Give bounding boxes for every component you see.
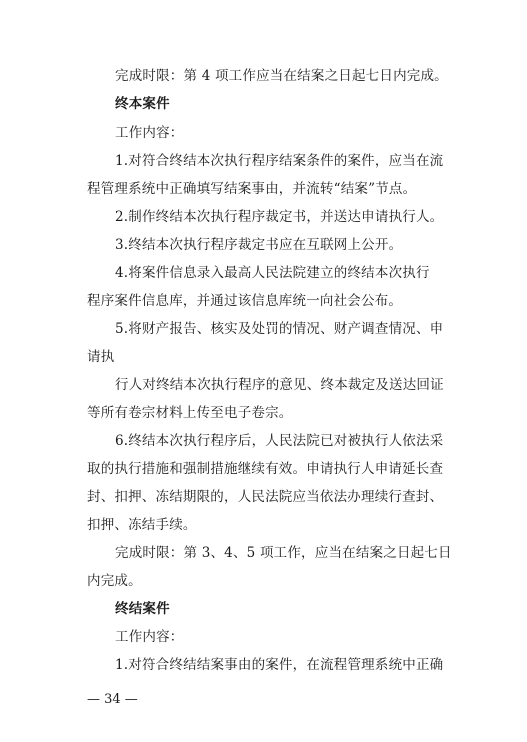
item-6-line-1: 6.终结本次执行程序后，人民法院已对被执行人依法采 xyxy=(115,433,444,449)
item-5-line-4: 等所有卷宗材料上传至电子卷宗。 xyxy=(87,405,293,421)
item-5-line-2: 请执 xyxy=(87,349,115,365)
item-2: 2.制作终结本次执行程序裁定书，并送达申请执行人。 xyxy=(115,209,444,225)
item-6-line-4: 扣押、冻结手续。 xyxy=(87,517,197,533)
deadline-2-line-2: 内完成。 xyxy=(87,573,142,589)
item-1-line-1: 1.对符合终结本次执行程序结案条件的案件，应当在流 xyxy=(115,153,444,169)
page-number: — 34 — xyxy=(87,692,138,707)
item-6-line-2: 取的执行措施和强制措施继续有效。申请执行人申请延长查 xyxy=(87,461,444,477)
item-1-line-2: 程管理系统中正确填写结案事由，并流转“结案”节点。 xyxy=(87,181,417,197)
item-5-line-1: 5.将财产报告、核实及处罚的情况、财产调查情况、申 xyxy=(115,321,444,337)
work-content-label-2: 工作内容： xyxy=(115,629,184,645)
work-content-label: 工作内容： xyxy=(115,125,184,141)
section-heading-zhongben: 终本案件 xyxy=(115,96,170,112)
deadline-2-line-1: 完成时限：第 3、4、5 项工作，应当在结案之日起七日 xyxy=(115,545,452,561)
item-5-line-3: 行人对终结本次执行程序的意见、终本裁定及送达回证 xyxy=(115,377,444,393)
item-6-line-3: 封、扣押、冻结期限的，人民法院应当依法办理续行查封、 xyxy=(87,489,444,505)
deadline-paragraph: 完成时限：第 4 项工作应当在结案之日起七日内完成。 xyxy=(115,68,448,84)
item-4-line-2: 程序案件信息库，并通过该信息库统一向社会公布。 xyxy=(87,293,403,309)
section-heading-zhongjie: 终结案件 xyxy=(115,601,170,617)
item-3: 3.终结本次执行程序裁定书应在互联网上公开。 xyxy=(115,237,403,253)
item-1-zhongjie: 1.对符合终结结案事由的案件，在流程管理系统中正确 xyxy=(115,657,444,673)
item-4-line-1: 4.将案件信息录入最高人民法院建立的终结本次执行 xyxy=(115,265,430,281)
